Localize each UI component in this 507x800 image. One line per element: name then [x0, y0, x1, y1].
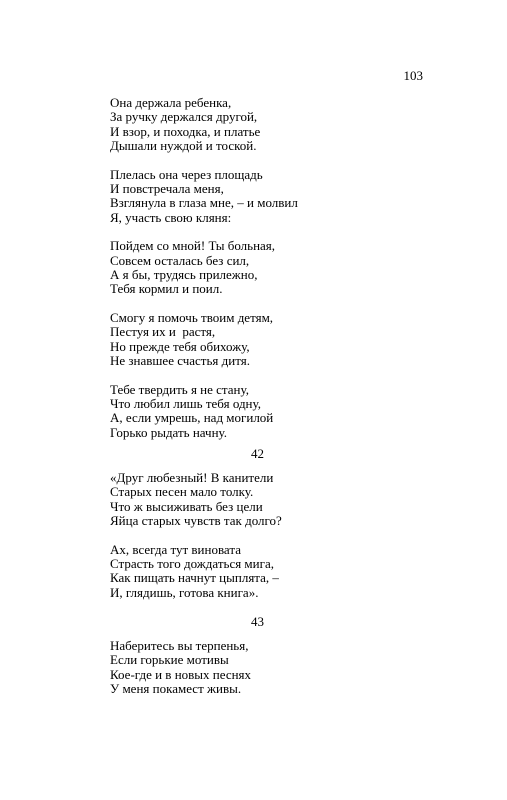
verse-line: Тебе твердить я не стану, — [110, 381, 249, 397]
verse-line: Страсть того дождаться мига, — [110, 556, 274, 572]
verse-line: Я, участь свою кляня: — [110, 209, 232, 225]
verse-line: Тебя кормил и поил. — [110, 281, 223, 297]
verse-line: И взор, и походка, и платье — [110, 123, 261, 139]
verse-line: Яйца старых чувств так долго? — [110, 513, 282, 529]
verse-line: Пойдем со мной! Ты больная, — [110, 238, 276, 254]
stanza — [110, 96, 430, 154]
stanza — [110, 543, 430, 601]
poem-continuation — [110, 96, 430, 440]
verse-line: Плелась она через площадь — [110, 166, 263, 182]
verse-line: Совсем осталась без сил, — [110, 252, 250, 268]
page-number: 103 — [403, 68, 423, 83]
poem-number: 43 — [251, 614, 264, 629]
verse-line: Не знавшее счастья дитя. — [110, 353, 250, 369]
stanza — [110, 168, 430, 226]
verse-line: Дышали нуждой и тоской. — [110, 138, 257, 154]
poem-43 — [110, 639, 430, 697]
verse-line: Взглянула в глаза мне, – и молвил — [110, 195, 298, 211]
verse-line: Что ж высиживать без цели — [110, 498, 263, 514]
verse-line: Но прежде тебя обихожу, — [110, 338, 250, 354]
poem-number: 42 — [251, 446, 264, 461]
verse-line: И, глядишь, готова книга». — [110, 584, 259, 600]
verse-line: И повстречала меня, — [110, 181, 224, 197]
verse-line: Кое-где и в новых песнях — [110, 666, 252, 682]
stanza — [110, 639, 430, 697]
verse-line: А, если умрешь, над могилой — [110, 410, 274, 426]
poem-42 — [110, 471, 430, 600]
verse-line: Смогу я помочь твоим детям, — [110, 309, 274, 325]
verse-line: Как пищать начнут цыплята, – — [110, 570, 279, 586]
verse-line: Что любил лишь тебя одну, — [110, 395, 261, 411]
verse-line: «Друг любезный! В канители — [110, 470, 274, 485]
stanza — [110, 383, 430, 441]
stanza — [110, 311, 430, 369]
verse-line: Если горькие мотивы — [110, 652, 229, 668]
verse-line: Пестуя их и растя, — [110, 324, 216, 340]
verse-line: За ручку держался другой, — [110, 109, 258, 125]
verse-line: Наберитесь вы терпенья, — [110, 638, 249, 653]
verse-line: Горько рыдать начну. — [110, 424, 227, 440]
verse-line: Она держала ребенка, — [110, 95, 232, 110]
verse-line: Ах, всегда тут виновата — [110, 541, 241, 557]
stanza — [110, 239, 430, 297]
verse-line: У меня покамест живы. — [110, 681, 242, 697]
verse-line: Старых песен мало толку. — [110, 484, 254, 500]
stanza — [110, 471, 430, 529]
verse-line: А я бы, трудясь прилежно, — [110, 267, 258, 283]
